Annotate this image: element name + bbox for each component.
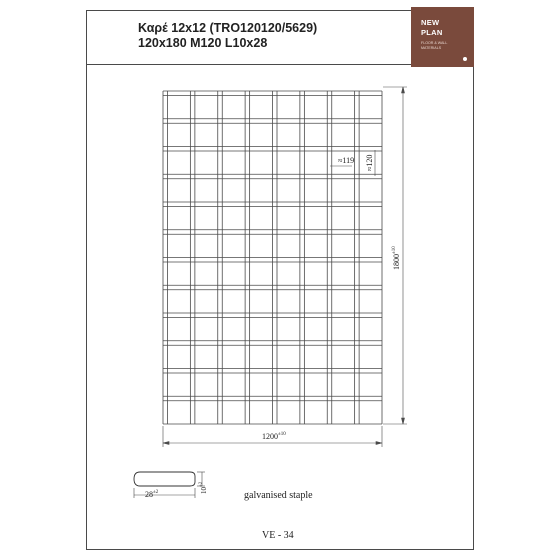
- staple-width-label: $28^{\pm 2}$: [145, 490, 159, 499]
- height-arrow-top: [402, 87, 405, 93]
- height-dimension-label: $1800^{\pm 10}$: [392, 246, 401, 270]
- height-arrow-bottom: [402, 418, 405, 424]
- width-arrow-left: [163, 442, 169, 445]
- logo-tagline: FLOOR & WALL MATERIALS: [421, 41, 448, 50]
- title-line-1: Καρέ 12x12 (TRO120120/5629): [138, 21, 318, 35]
- cell-width-label: ≈119: [338, 156, 355, 165]
- cell-height-label: ≈120: [365, 154, 374, 171]
- mesh-grid: [163, 91, 382, 424]
- page-footer-code: VE - 34: [262, 530, 294, 541]
- width-arrow-right: [376, 442, 382, 445]
- logo-word-plan: PLAN: [421, 28, 443, 37]
- logo-word-new: NEW: [421, 18, 440, 27]
- staple-height-label: $10^{\pm 2}$: [199, 481, 208, 494]
- staple-outline: [134, 472, 195, 486]
- title-line-2: 120x180 M120 L10x28: [138, 36, 268, 50]
- width-dimension-label: $1200^{\pm 10}$: [262, 432, 286, 441]
- staple-caption: galvanised staple: [244, 490, 313, 501]
